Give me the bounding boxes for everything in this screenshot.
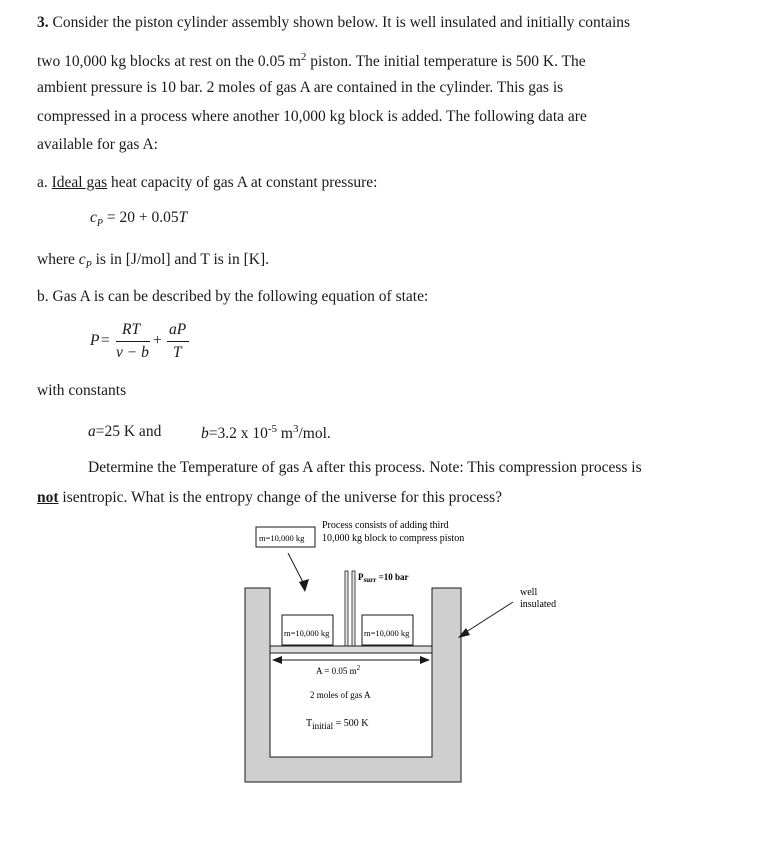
where-word: where [37,251,79,268]
piston-rod-right [352,571,355,646]
area-arrow-right [420,656,430,664]
eos-num2: aP [169,321,187,338]
eos-P: P [90,332,100,349]
part-a-rest: heat capacity of gas A at constant pressure: [107,174,378,191]
right-block-label: m=10,000 kg [364,628,410,638]
problem-text-2b: piston. The initial temperature is 500 K. The [306,53,586,71]
problem-text-1: Consider the piston cylinder assembly shown below. It is well insulated and initially contains [52,14,631,31]
part-b-heading: b. Gas A is can be described by the following equation of state: [37,288,429,305]
eos-den1: v − b [116,344,149,361]
add-block-arrowhead [299,579,309,592]
b-exponent: -5 [267,423,278,435]
area-exponent: 2 [300,51,307,63]
b-symbol: b [201,425,209,443]
with-constants: with constants [37,382,127,399]
eos-den2: T [173,344,182,361]
insulated-label: insulated [520,599,557,610]
b-unit-exponent: 3 [292,423,299,435]
where-c: c [78,251,86,268]
cp-subscript: P [96,218,103,230]
problem-line-5: available for gas A: [37,136,158,153]
added-block-label: m=10,000 kg [259,533,305,543]
insulation-arrow [463,602,513,634]
eos-equals: = [101,332,110,349]
ideal-gas-underlined: Ideal gas [51,174,108,191]
a-value: =25 K and [95,423,162,440]
problem-text-2a: two 10,000 kg blocks at rest on the 0.05 m [37,53,301,71]
moles-label: 2 moles of gas A [310,690,371,700]
b-value: =3.2 x 10 [208,425,268,443]
initial-temperature-label: Tinitial = 500 K [306,718,369,731]
area-label: A = 0.05 $m^2$ [316,664,361,676]
left-block-label: m=10,000 kg [284,628,330,638]
not-emphasis: not [37,489,59,506]
problem-line-3: ambient pressure is 10 bar. 2 moles of gas A are contained in the cylinder. This gas is [37,79,564,96]
question-line-1: Determine the Temperature of gas A after this process. Note: This compression process is [88,459,642,476]
cp-symbol: c [90,209,97,226]
caption-line-1: Process consists of adding third [322,520,449,531]
b-unit: m [277,425,293,443]
well-label: well [520,587,538,598]
caption-line-2: 10,000 kg block to compress piston [322,533,465,544]
problem-line-4: compressed in a process where another 10,000 kg block is added. The following data are [37,108,587,125]
cp-T: T [178,209,188,226]
eos-num1: RT [122,321,141,338]
piston-rod-left [345,571,348,646]
part-a-prefix: a. [37,174,52,191]
piston [270,646,432,653]
where-sub: P [85,260,92,272]
cp-rhs: = 20 + 0.05 [103,209,179,226]
problem-number: 3. [37,14,49,31]
question-text-2: isentropic. What is the entropy change of the universe for this process? [58,489,503,506]
a-symbol: a [88,423,96,440]
area-arrow-left [272,656,282,664]
where-rest: is in [J/mol] and T is in [K]. [91,251,269,268]
eos-plus: + [153,332,162,349]
psurr-label: $P_{surr} =10$ bar [358,572,409,584]
b-unit-tail: /mol. [298,425,331,443]
